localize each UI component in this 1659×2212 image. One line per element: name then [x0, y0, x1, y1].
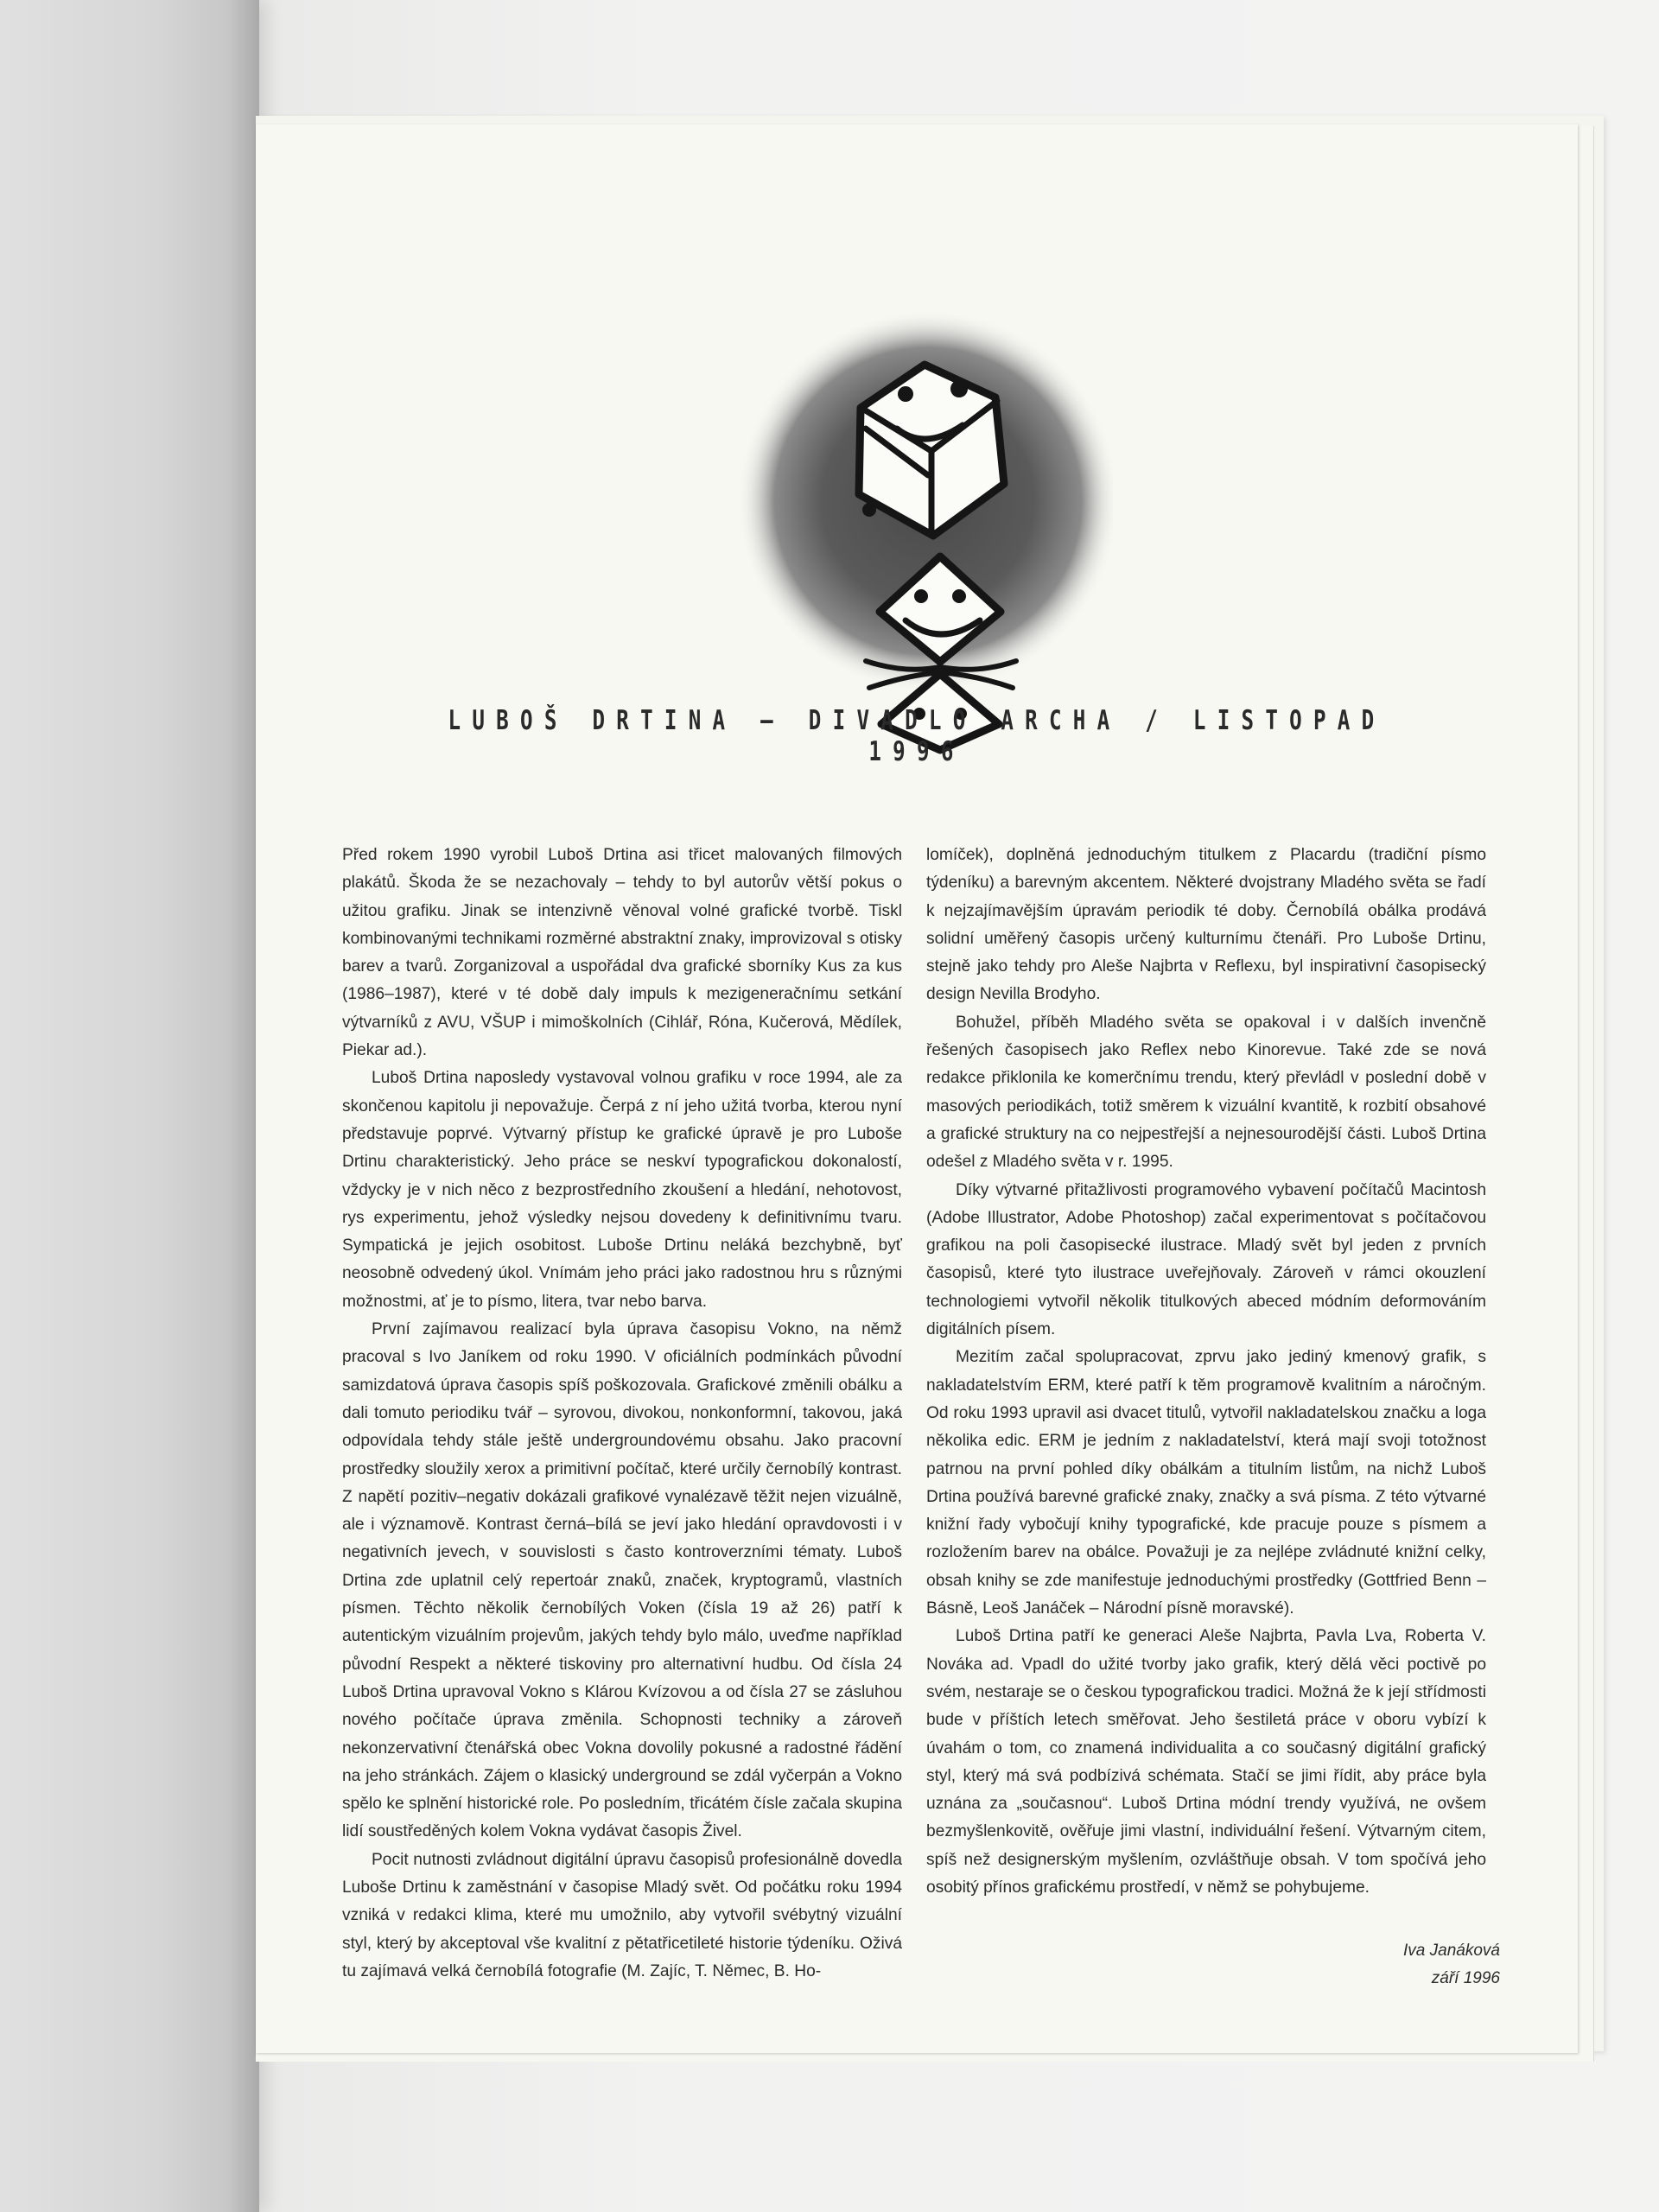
signature-date: září 1996: [1431, 1969, 1500, 1987]
paragraph: Luboš Drtina patří ke generaci Aleše Najbrta, Pavla Lva, Roberta V. Nováka ad. Vpadl do užité tvorby jako grafik, který dělá věci poctivě po svém, nestaraje se o českou typografickou tradici. Možná že k její střídmosti bude v příštích letech směřovat. Jeho šestiletá práce v oboru vybízí k úvahám o tom, co znamená individualita a co současný digitální grafický styl, který má svá podbízivá schémata. Stačí se jimi řídit, aby práce byla uznána za „současnou“. Luboš Drtina módní trendy využívá, ne ovšem bezmyšlenkovitě, ověřuje jimi vlastní, individuální řešení. Výtvarným citem, spíš než designerským myšlením, ozvláštňuje obsah. V tom spočívá jeho osobitý přínos grafickému prostředí, v němž se pohybujeme.: [926, 1627, 1486, 1897]
text-column-left: [342, 842, 902, 1986]
printed-page: [256, 124, 1578, 2053]
paragraph: lomíček), doplněná jednoduchým titulkem z Placardu (tradiční písmo týdeníku) a barevným akcentem. Některé dvojstrany Mladého světa se řadí k nejzajímavějším úpravám periodik té doby. Černobílá obálka prodává solidní uměřený časopis určený kulturnímu čtenáři. Pro Luboše Drtinu, stejně jako tehdy pro Aleše Najbrta v Reflexu, byl inspirativní časopisecký design Nevilla Brodyho.: [926, 846, 1486, 1004]
paragraph: Mezitím začal spolupracovat, zprvu jako jediný kmenový grafik, s nakladatelstvím ERM, které patří k těm programově kvalitním a náročným. Od roku 1993 upravil asi dvacet titulů, vytvořil nakladatelskou značku a loga několika edic. ERM je jedním z nakladatelství, která mají svoji totožnost patrnou na první pohled díky obálkám a titulním listům, na nichž Luboš Drtina používá barevné grafické znaky, značky a svá písma. Z této výtvarné knižní řady vybočují knihy typografické, kde pracuje pouze s písmem a rozložením barev na obálce. Považuji je za nejlépe zvládnuté knižní celky, obsah knihy se zde manifestuje jednoduchými prostředky (Gottfried Benn – Básně, Leoš Janáček – Národní písně moravské).: [926, 1348, 1486, 1618]
paragraph: Před rokem 1990 vyrobil Luboš Drtina asi třicet malovaných filmových plakátů. Škoda že se nezachovaly – tehdy to byl autorův větší pokus o užitou grafiku. Jinak se intenzivně věnoval volné grafické tvorbě. Tiskl kombinovanými technikami rozměrné abstraktní znaky, improvizoval s otisky barev a tvarů. Zorganizoval a uspořádal dva grafické sborníky Kus za kus (1986–1987), které v té době daly impuls k mezigeneračnímu setkání výtvarníků z AVU, VŠUP i mimoškolních (Cihlář, Róna, Kučerová, Mědílek, Piekar ad.).: [342, 846, 902, 1060]
paragraph: První zajímavou realizací byla úprava časopisu Vokno, na němž pracoval s Ivo Janíkem od roku 1990. V oficiálních podmínkách původní samizdatová úprava časopis spíš poškozovala. Grafickové změnili obálku a dali tomuto periodiku tvář – syrovou, divokou, nonkonformní, takovou, jaká odpovídala tehdy stále ještě undergroundovému obsahu. Jako pracovní prostředky sloužily xerox a primitivní počítač, které určily černobílý kontrast. Z napětí pozitiv–negativ dokázali grafikové vynalézavě těžit nejen vizuálně, ale i významově. Kontrast černá–bílá se jeví jako hledání opravdovosti i v negativních jevech, v souvislosti s často kontroverzními tématy. Luboš Drtina zde uplatnil celý repertoár znaků, značek, kryptogramů, vlastních písmen. Těchto několik černobílých Voken (čísla 19 až 26) patří k autentickým vizuálním projevům, jakých tehdy bylo málo, uveďme například původní Respekt a některé tiskoviny pro alternativní hudbu. Od čísla 24 Luboš Drtina upravoval Vokno s Klárou Kvízovou a od čísla 27 se zásluhou nového počítače úprava změnila. Schopnosti techniky a zároveň nekonzervativní čtenářská obec Vokna dovolily pokusné a radostné řádění na jeho stránkách. Zájem o klasický underground se zdál vyčerpán a Vokno spělo ke splnění historické role. Po posledním, třicátém čísle začala skupina lidí soustředěných kolem Vokna vydávat časopis Živel.: [342, 1320, 902, 1841]
cube-faces-emblem-icon: [736, 225, 1113, 760]
left-page-edge: [0, 0, 259, 2212]
paragraph: Bohužel, příběh Mladého světa se opakoval i v dalších invenčně řešených časopisech jako Reflex nebo Kinorevue. Také zde se nová redakce přiklonila ke komerčnímu trendu, který převládl v poslední době v masových periodikách, totiž směrem k vizuální kvantitě, k rozbití obsahové a grafické struktury na co nejpestřejší a nejnesourodější části. Luboš Drtina odešel z Mladého světa v r. 1995.: [926, 1013, 1486, 1172]
paragraph: Díky výtvarné přitažlivosti programového vybavení počítačů Macintosh (Adobe Illustrator, Adobe Photoshop) začal experimentovat s počítačovou grafikou na poli časopisecké ilustrace. Mladý svět byl jeden z prvních časopisů, které tyto ilustrace uveřejňovaly. Zároveň v rámci okouzlení technologiemi vytvořil několik titulkových abeced módním deformováním digitálních písem.: [926, 1180, 1486, 1339]
text-column-right: [926, 842, 1486, 1902]
paragraph: Pocit nutnosti zvládnout digitální úpravu časopisů profesionálně dovedla Luboše Drtinu k zaměstnání v časopise Mladý svět. Od počátku roku 1994 vzniká v redakci klima, které mu umožnilo, aby vytvořil svébytný vizuální styl, který by akceptoval vše kvalitní z pětatřicetileté historie týdeníku. Oživá tu zajímavá velká černobílá fotografie (M. Zajíc, T. Němec, B. Ho-: [342, 1850, 902, 1980]
author-name: Iva Janáková: [1403, 1942, 1500, 1960]
paragraph: Luboš Drtina naposledy vystavoval volnou grafiku v roce 1994, ale za skončenou kapitolu ji nepovažuje. Čerpá z ní jeho užitá tvorba, kterou nyní představuje poprvé. Výtvarný přístup ke grafické úpravě je pro Luboše Drtinu charakteristický. Jeho práce se neskví typografickou dokonalostí, vždycky je v nich něco z bezprostředního zkoušení a hledání, nehotovost, rys experimentu, jehož výsledky nejsou dovedeny k definitivnímu tvaru. Sympatická je jejich osobitost. Luboše Drtinu neláká bezchybně, byť neosobně odvedený úkol. Vnímám jeho práci jako radostnou hru s různými možnostmi, ať je to písmo, litera, tvar nebo barva.: [342, 1069, 902, 1311]
page-heading: LUBOŠ DRTINA – DIVADLO ARCHA / LISTOPAD 1996: [448, 705, 1386, 767]
signature: [1379, 1937, 1500, 1993]
